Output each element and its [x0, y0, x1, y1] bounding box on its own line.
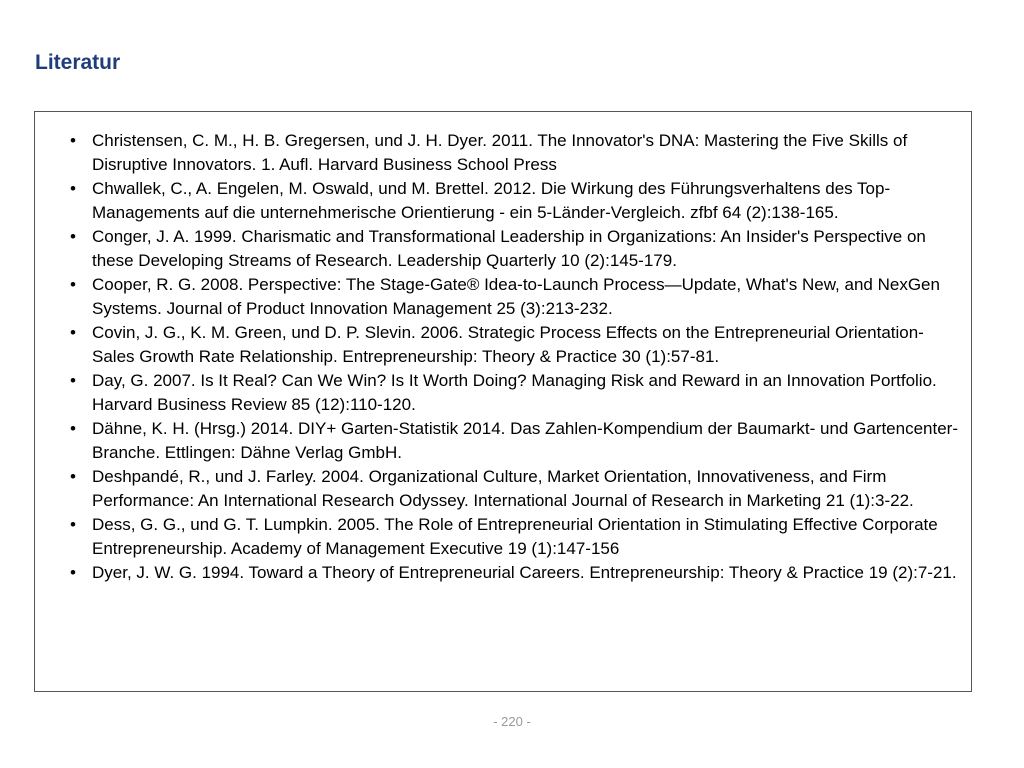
list-item — [60, 561, 960, 585]
list-item — [60, 225, 960, 273]
list-item — [60, 273, 960, 321]
list-item — [60, 465, 960, 513]
reference-text: Cooper, R. G. 2008. Perspective: The Stage-Gate® Idea-to-Launch Process—Update, What's New, and NexGen Systems. Journal of Product Innovation Management 25 (3):213-232. — [92, 275, 940, 318]
list-item — [60, 417, 960, 465]
references-list — [60, 129, 960, 585]
list-item — [60, 321, 960, 369]
bullet-icon: • — [70, 419, 76, 438]
list-item — [60, 513, 960, 561]
bullet-icon: • — [70, 275, 76, 294]
bullet-icon: • — [70, 515, 76, 534]
reference-text: Conger, J. A. 1999. Charismatic and Transformational Leadership in Organizations: An Insider's Perspective on these Developing Streams of Research. Leadership Quarterly 10 (2):145-179. — [92, 227, 926, 270]
bullet-icon: • — [70, 467, 76, 486]
reference-text: Deshpandé, R., und J. Farley. 2004. Organizational Culture, Market Orientation, Innovativeness, and Firm Performance: An International Research Odyssey. International Journal of Research in Marketing 21 (1):3-22. — [92, 467, 914, 510]
reference-text: Christensen, C. M., H. B. Gregersen, und J. H. Dyer. 2011. The Innovator's DNA: Mastering the Five Skills of Disruptive Innovators. 1. Aufl. Harvard Business School Press — [92, 131, 908, 174]
bullet-icon: • — [70, 227, 76, 246]
reference-text: Chwallek, C., A. Engelen, M. Oswald, und M. Brettel. 2012. Die Wirkung des Führungsverhaltens des Top-Managements auf die unternehmerische Orientierung - ein 5-Länder-Vergleich. zfbf 64 (2):138-165. — [92, 179, 891, 222]
reference-text: Day, G. 2007. Is It Real? Can We Win? Is It Worth Doing? Managing Risk and Reward in an Innovation Portfolio. Harvard Business Review 85 (12):110-120. — [92, 371, 937, 414]
reference-text: Dyer, J. W. G. 1994. Toward a Theory of Entrepreneurial Careers. Entrepreneurship: Theory & Practice 19 (2):7-21. — [92, 563, 957, 582]
bullet-icon: • — [70, 563, 76, 582]
bullet-icon: • — [70, 323, 76, 342]
reference-text: Dess, G. G., und G. T. Lumpkin. 2005. The Role of Entrepreneurial Orientation in Stimulating Effective Corporate Entrepreneurship. Academy of Management Executive 19 (1):147-156 — [92, 515, 938, 558]
page-title: Literatur — [35, 51, 121, 74]
list-item — [60, 177, 960, 225]
reference-text: Covin, J. G., K. M. Green, und D. P. Slevin. 2006. Strategic Process Effects on the Entrepreneurial Orientation-Sales Growth Rate Relationship. Entrepreneurship: Theory & Practice 30 (1):57-81. — [92, 323, 924, 366]
bullet-icon: • — [70, 179, 76, 198]
bullet-icon: • — [70, 131, 76, 150]
page-number: - 220 - — [493, 714, 531, 729]
reference-text: Dähne, K. H. (Hrsg.) 2014. DIY+ Garten-Statistik 2014. Das Zahlen-Kompendium der Baumarkt- und Gartencenter-Branche. Ettlingen: Dähne Verlag GmbH. — [92, 419, 958, 462]
list-item — [60, 369, 960, 417]
list-item — [60, 129, 960, 177]
bullet-icon: • — [70, 371, 76, 390]
